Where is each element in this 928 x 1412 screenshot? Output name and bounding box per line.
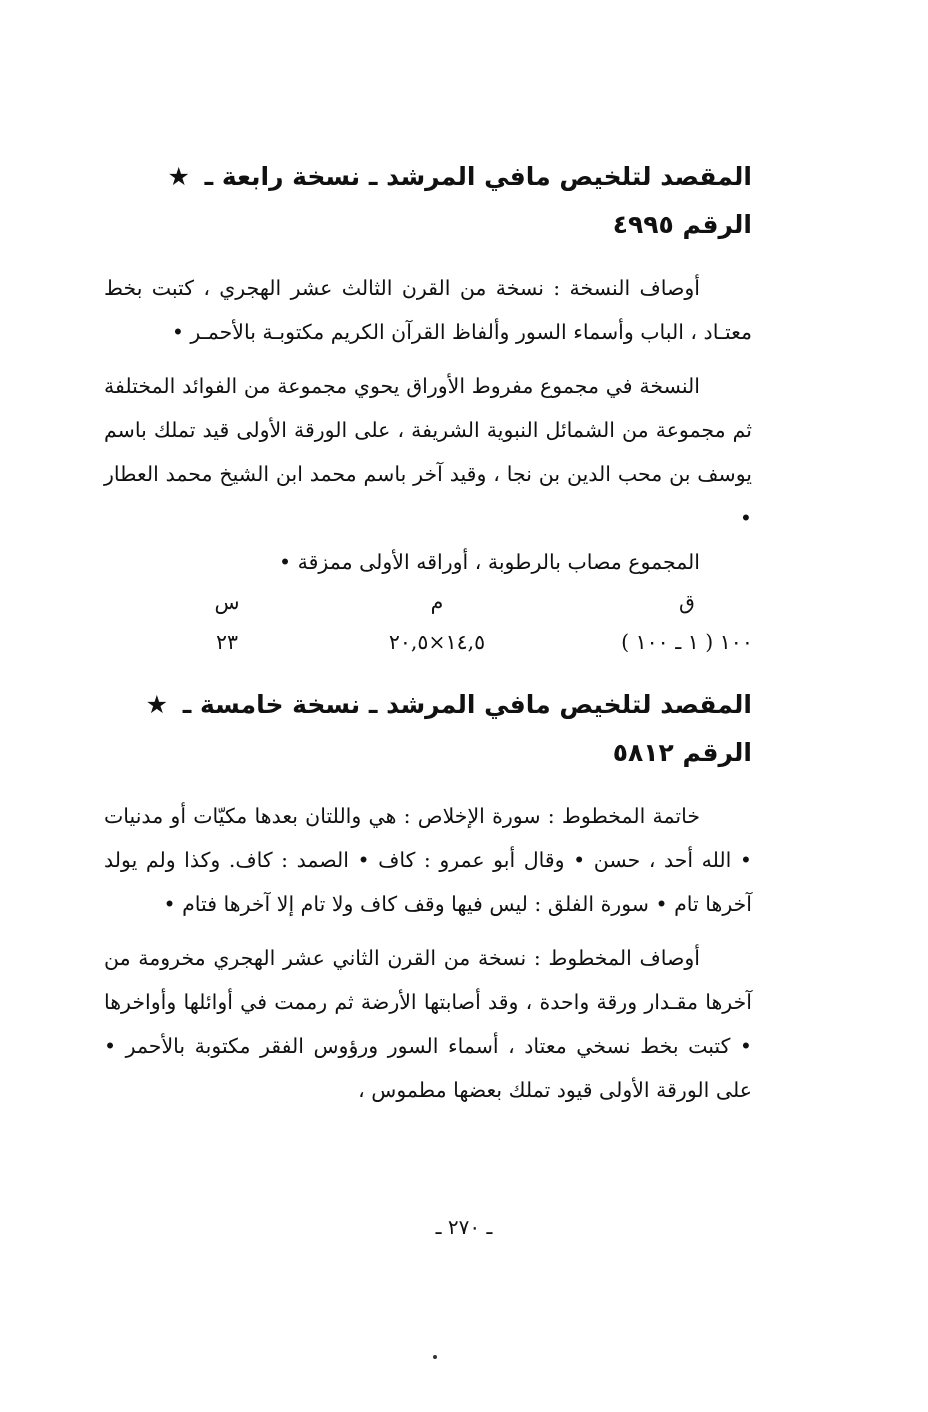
section2-number: الرقم ٥٨١٢ xyxy=(612,738,752,767)
header-leaves: ق xyxy=(679,590,695,614)
stray-dot xyxy=(433,1355,437,1359)
value-leaves: ١٠٠ ( ١ ـ ١٠٠ ) xyxy=(621,630,753,654)
section1-collection-note: النسخة في مجموع مفروط الأوراق يحوي مجموعة من الفوائد المختلفة ثم مجموعة من الشمائل النبوية الشريفة ، على الورقة الأولى قيد تملك باسم يوسف بن محب الدين بن نجا ، وقيد آخر باسم محمد ابن الشيخ محمد العطار • xyxy=(104,374,752,530)
section1-heading xyxy=(104,160,752,194)
section2-heading-text: المقصد لتلخيص مافي المرشد ـ نسخة خامسة ـ xyxy=(182,690,752,719)
section2-heading xyxy=(104,688,752,722)
section2 xyxy=(104,688,752,1112)
section2-colophon: خاتمة المخطوط : سورة الإخلاص : هي واللتان بعدها مكيّات أو مدنيات • الله أحد ، حسن • وقال أبو عمرو : كاف • الصمد : كاف. وكذا ولم يولد آخرها تام • سورة الفلق : ليس فيها وقف كاف ولا تام إلا آخرها فتام • xyxy=(104,804,752,916)
section2-description: أوصاف المخطوط : نسخة من القرن الثاني عشر الهجري مخرومة من آخرها مقـدار ورقة واحدة ، وقد أصابتها الأرضة ثم رممت في أوائلها وأواخرها • كتبت بخط نسخي معتاد ، أسماء السور ورؤوس الفقر مكتوبة بالأحمر • على الورقة الأولى قيود تملك بعضها مطموس ، xyxy=(104,946,752,1102)
page-content xyxy=(104,160,752,1112)
header-lines: س xyxy=(214,590,240,614)
section1-condition-note: المجموع مصاب بالرطوبة ، أوراقه الأولى ممزقة • xyxy=(279,550,700,574)
section1-number: الرقم ٤٩٩٥ xyxy=(612,210,752,239)
header-size: م xyxy=(430,590,444,614)
section1-heading-text: المقصد لتلخيص مافي المرشد ـ نسخة رابعة ـ xyxy=(204,162,752,191)
star-icon: ★ xyxy=(167,162,190,191)
section1-description: أوصاف النسخة : نسخة من القرن الثالث عشر الهجري ، كتبت بخط معتـاد ، الباب وأسماء السور وألفاظ القرآن الكريم مكتوبـة بالأحمـر • xyxy=(104,276,752,344)
page-number: ـ ٢٧٠ ـ xyxy=(435,1215,493,1239)
value-size: ١٤,٥×٢٠,٥ xyxy=(388,630,486,654)
star-icon: ★ xyxy=(145,690,169,719)
value-lines: ٢٣ xyxy=(215,630,239,654)
codicology-table xyxy=(104,586,752,682)
